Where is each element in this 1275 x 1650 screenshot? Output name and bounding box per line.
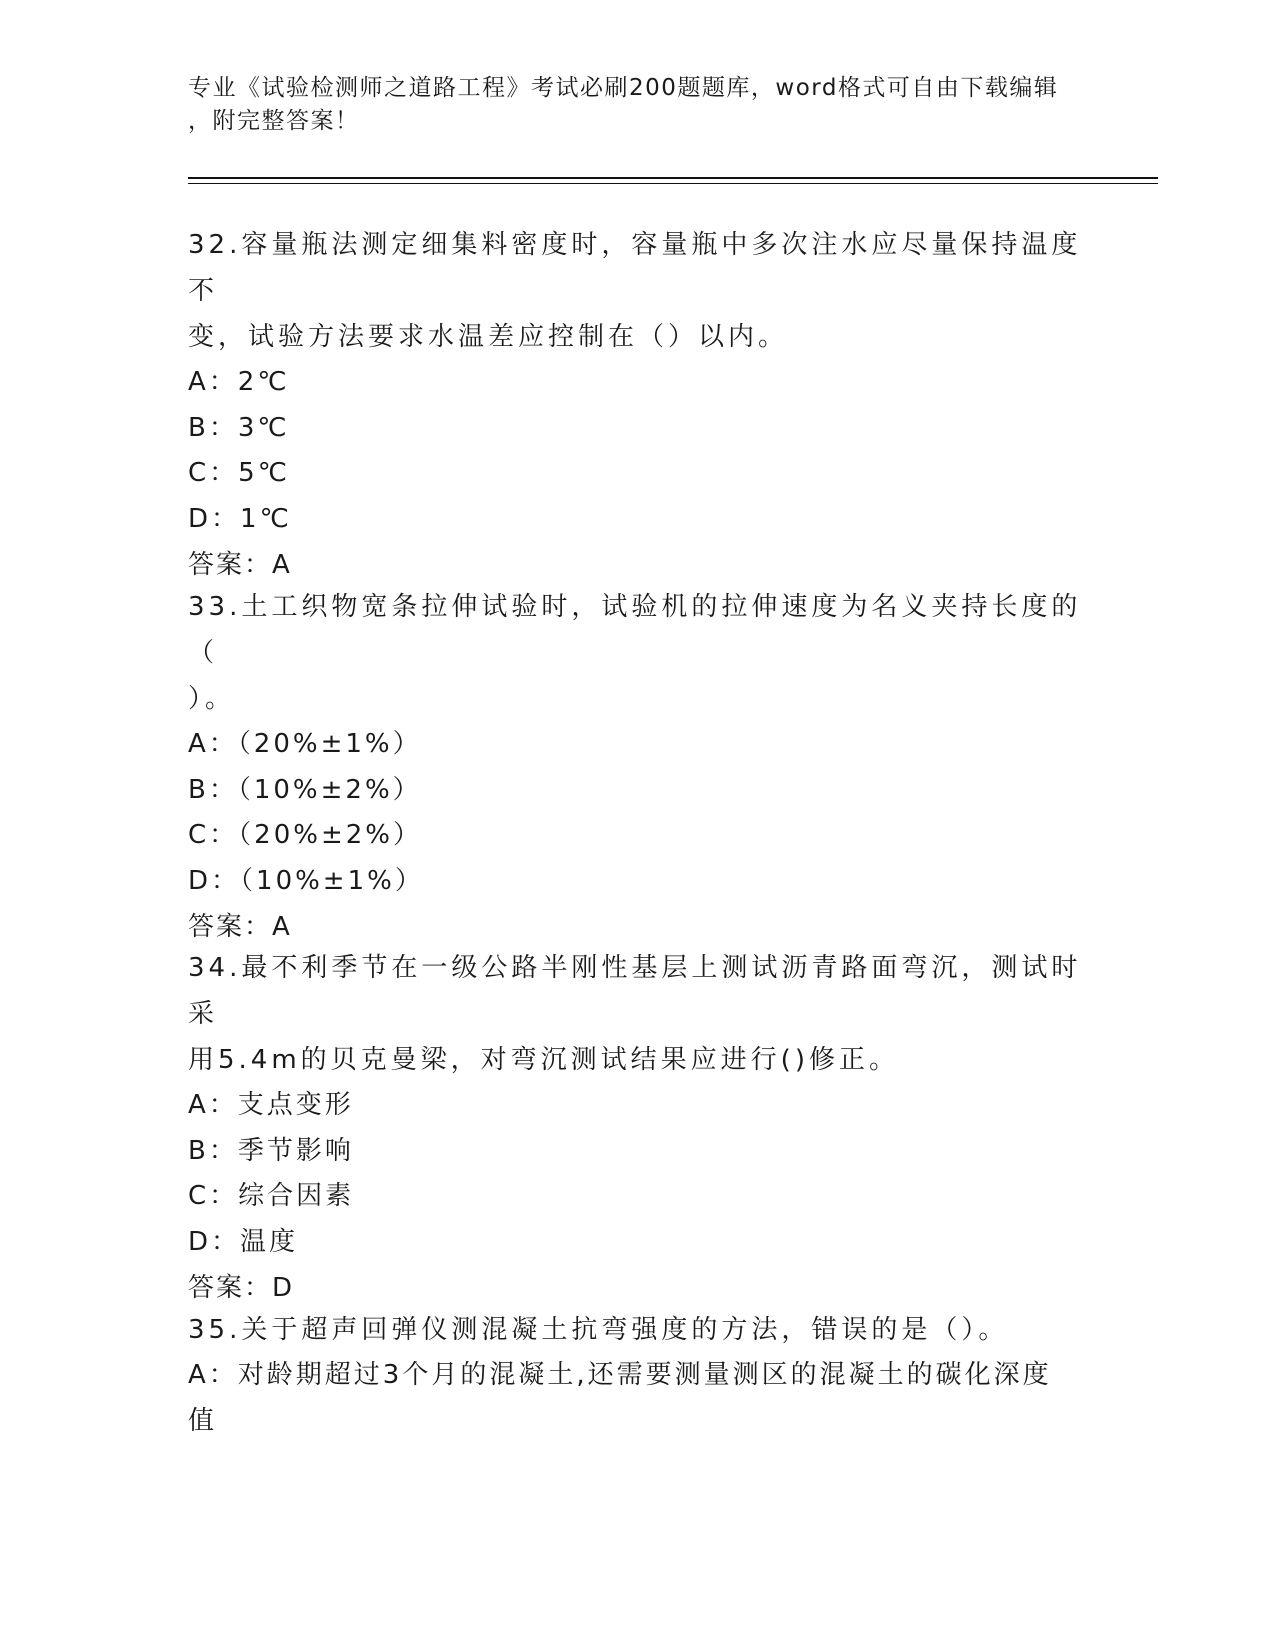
option-b: B：季节影响 bbox=[188, 1135, 354, 1166]
question-stem-line: 32.容量瓶法测定细集料密度时，容量瓶中多次注水应尽量保持温度不 bbox=[188, 230, 1082, 306]
question-35 bbox=[188, 1307, 1088, 1444]
document-header bbox=[188, 72, 1068, 138]
question-stem-line: 用5.4m的贝克曼梁，对弯沉测试结果应进行()修正。 bbox=[188, 1045, 899, 1075]
question-32 bbox=[188, 222, 1088, 588]
question-stem-line: 33.土工织物宽条拉伸试验时，试验机的拉伸速度为名义夹持长度的（ bbox=[188, 592, 1082, 668]
question-stem-line: 35.关于超声回弹仪测混凝土抗弯强度的方法，错误的是（）。 bbox=[188, 1315, 1009, 1345]
option-c: C：综合因素 bbox=[188, 1181, 355, 1211]
answer-label: 答案：A bbox=[188, 912, 292, 942]
question-stem-line: ）。 bbox=[188, 684, 236, 714]
question-stem-line: 变，试验方法要求水温差应控制在（）以内。 bbox=[188, 322, 789, 352]
question-stem-line: 34.最不利季节在一级公路半刚性基层上测试沥青路面弯沉，测试时采 bbox=[188, 953, 1082, 1029]
header-line-2: ，附完整答案！ bbox=[188, 108, 360, 134]
option-b: B：3℃ bbox=[188, 412, 290, 443]
option-a: A：2℃ bbox=[188, 367, 290, 397]
option-a-continuation: 值 bbox=[188, 1405, 218, 1436]
question-34 bbox=[188, 945, 1088, 1311]
answer-label: 答案：A bbox=[188, 550, 292, 580]
option-a: A：（20%±1%） bbox=[188, 729, 422, 759]
option-d: D：（10%±1%） bbox=[188, 865, 424, 896]
header-divider-thick bbox=[188, 177, 1158, 179]
answer-label: 答案：D bbox=[188, 1273, 295, 1303]
option-d: D：1℃ bbox=[188, 503, 292, 534]
option-d: D：温度 bbox=[188, 1226, 299, 1257]
option-a: A：对龄期超过3个月的混凝土,还需要测量测区的混凝土的碳化深度 bbox=[188, 1360, 1052, 1390]
option-a: A：支点变形 bbox=[188, 1090, 354, 1120]
question-33 bbox=[188, 584, 1088, 950]
option-c: C：5℃ bbox=[188, 458, 290, 488]
option-c: C：（20%±2%） bbox=[188, 820, 422, 850]
header-line-1: 专业《试验检测师之道路工程》考试必刷200题题库，word格式可自由下载编辑 bbox=[188, 75, 1059, 101]
header-divider-thin bbox=[188, 183, 1158, 184]
option-b: B：（10%±2%） bbox=[188, 774, 422, 805]
